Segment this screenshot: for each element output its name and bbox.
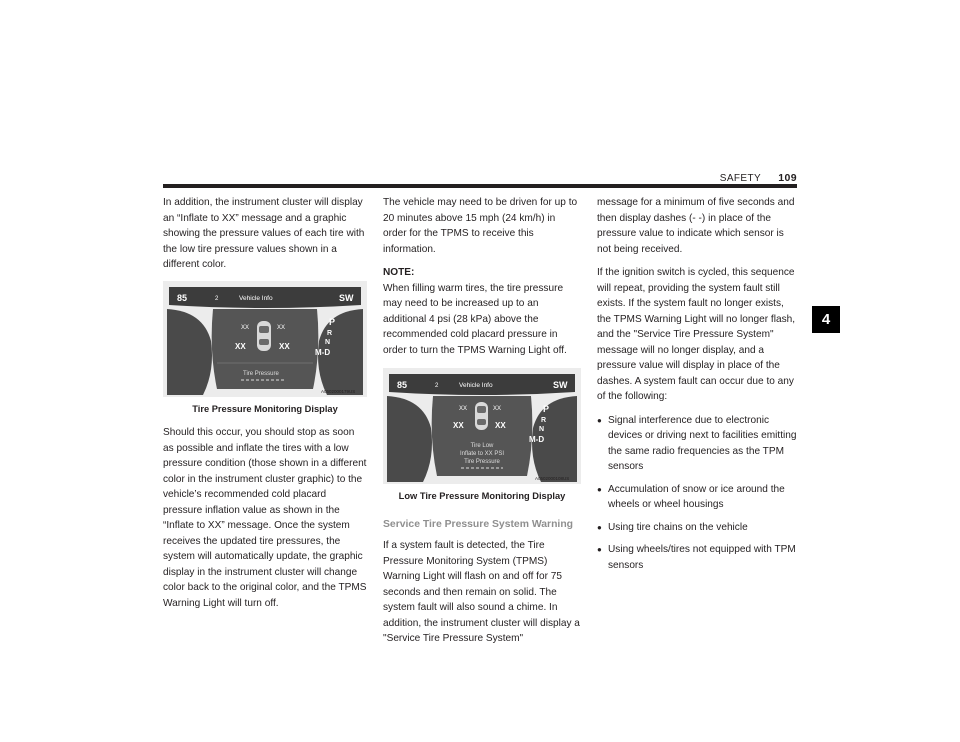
gear-n: N: [325, 338, 331, 346]
paragraph: Should this occur, you should stop as soon as possible and inflate the tires with a low pressure condition (those shown in a different color in the instrument cluster graphic) to the vehicle’s recommended cold placard pressure inflation value as shown in the “Inflate to XX” message. Once the system receives the updated tire pressures, the system will automatically update, the graphic display in the instrument cluster will change color back to the original color, and the TPMS Warning Light will turn off.: [163, 427, 367, 609]
paragraph: The vehicle may need to be driven for up to 20 minutes above 15 mph (24 km/h) in order for the TPMS to receive this information.: [383, 197, 578, 255]
car-icon: [475, 402, 488, 430]
cluster-graphic: [163, 281, 367, 397]
gear-indicator: 2: [435, 383, 439, 389]
figure-tire-pressure-display: [163, 281, 367, 397]
compass-readout: SW: [339, 292, 354, 303]
tire-front-right: XX: [493, 406, 502, 412]
gear-r: R: [541, 417, 547, 424]
figure-low-tire-pressure-display: [383, 368, 581, 484]
page-number: 109: [778, 172, 797, 184]
tire-rear-left: XX: [235, 341, 246, 351]
tire-front-left: XX: [459, 406, 468, 412]
section-heading: Service Tire Pressure System Warning: [383, 518, 574, 530]
column-1: [163, 195, 367, 619]
paragraph: In addition, the instrument cluster will display an “Inflate to XX” message and a graphic showing the pressure values of each tire with the low tire pressure values shown in a different color.: [163, 197, 365, 270]
display-label: Tire Pressure: [243, 370, 279, 377]
cluster-graphic: [383, 368, 581, 484]
figure-caption: Tire Pressure Monitoring Display: [192, 403, 338, 414]
note-text: When filling warm tires, the tire pressure may need to be increased up to an additional 4 psi (28 kPa) above the recommended cold placard pressure in order to turn the TPMS Warning Light off.: [383, 282, 567, 356]
figure-code: A0502000179US: [321, 388, 356, 394]
fault-cause-list: [597, 413, 797, 574]
tire-rear-right: XX: [495, 421, 506, 430]
compass-readout: SW: [553, 380, 568, 390]
paragraph: If the ignition switch is cycled, this sequence will repeat, providing the system fault still exists. If the system fault no longer exists, the TPMS Warning Light will no longer flash, and the "Service Tire Pressure System" message will no longer display, and a pressure value will display in place of the dashes. A system fault can occur due to any of the following:: [597, 267, 796, 402]
list-item: ● Accumulation of snow or ice around the wheels or wheel housings: [597, 482, 797, 513]
display-title: Vehicle Info: [239, 294, 273, 302]
list-item: ● Signal interference due to electronic devices or driving next to facilities emitting the same radio frequencies as the TPM sensors: [597, 413, 797, 475]
paragraph: If a system fault is detected, the Tire Pressure Monitoring System (TPMS) Warning Light will flash on and off for 75 seconds and then remain on solid. The system fault will also sound a chime. In addition, the instrument cluster will display a "Service Tire Pressure System": [383, 540, 580, 644]
gear-indicator: 2: [215, 295, 219, 302]
paragraph: message for a minimum of five seconds and then display dashes (- -) in place of the pressure value to indicate which sensor is not being received.: [597, 197, 795, 255]
tire-front-left: XX: [241, 324, 250, 331]
figure-caption: Low Tire Pressure Monitoring Display: [398, 491, 566, 501]
car-icon: [257, 321, 271, 351]
warning-subtitle: Tire Pressure: [464, 459, 500, 465]
temperature-readout: 85: [177, 292, 188, 303]
page-header: [720, 172, 797, 184]
column-2: [383, 195, 581, 655]
warning-title: Tire Low: [470, 443, 494, 449]
gear-n: N: [539, 426, 545, 433]
list-item: ● Using tire chains on the vehicle: [597, 520, 797, 536]
gear-md: M-D: [529, 435, 545, 444]
note-label: NOTE:: [383, 267, 415, 278]
gear-p: P: [329, 316, 336, 327]
gear-r: R: [327, 329, 333, 337]
gear-p: P: [543, 404, 550, 414]
tire-rear-left: XX: [453, 421, 464, 430]
gear-md: M-D: [315, 347, 331, 357]
list-item: ● Using wheels/tires not equipped with TPM sensors: [597, 542, 797, 573]
column-3: [597, 195, 797, 580]
figure-code: A0502000108US: [535, 476, 570, 481]
chapter-tab: 4: [812, 306, 840, 333]
warning-inflate: Inflate to XX PSI: [459, 451, 505, 457]
section-title: SAFETY: [719, 173, 762, 184]
tire-rear-right: XX: [279, 341, 290, 351]
temperature-readout: 85: [397, 380, 408, 390]
header-rule: [163, 184, 797, 188]
tire-front-right: XX: [277, 324, 286, 331]
display-title: Vehicle Info: [459, 382, 493, 389]
